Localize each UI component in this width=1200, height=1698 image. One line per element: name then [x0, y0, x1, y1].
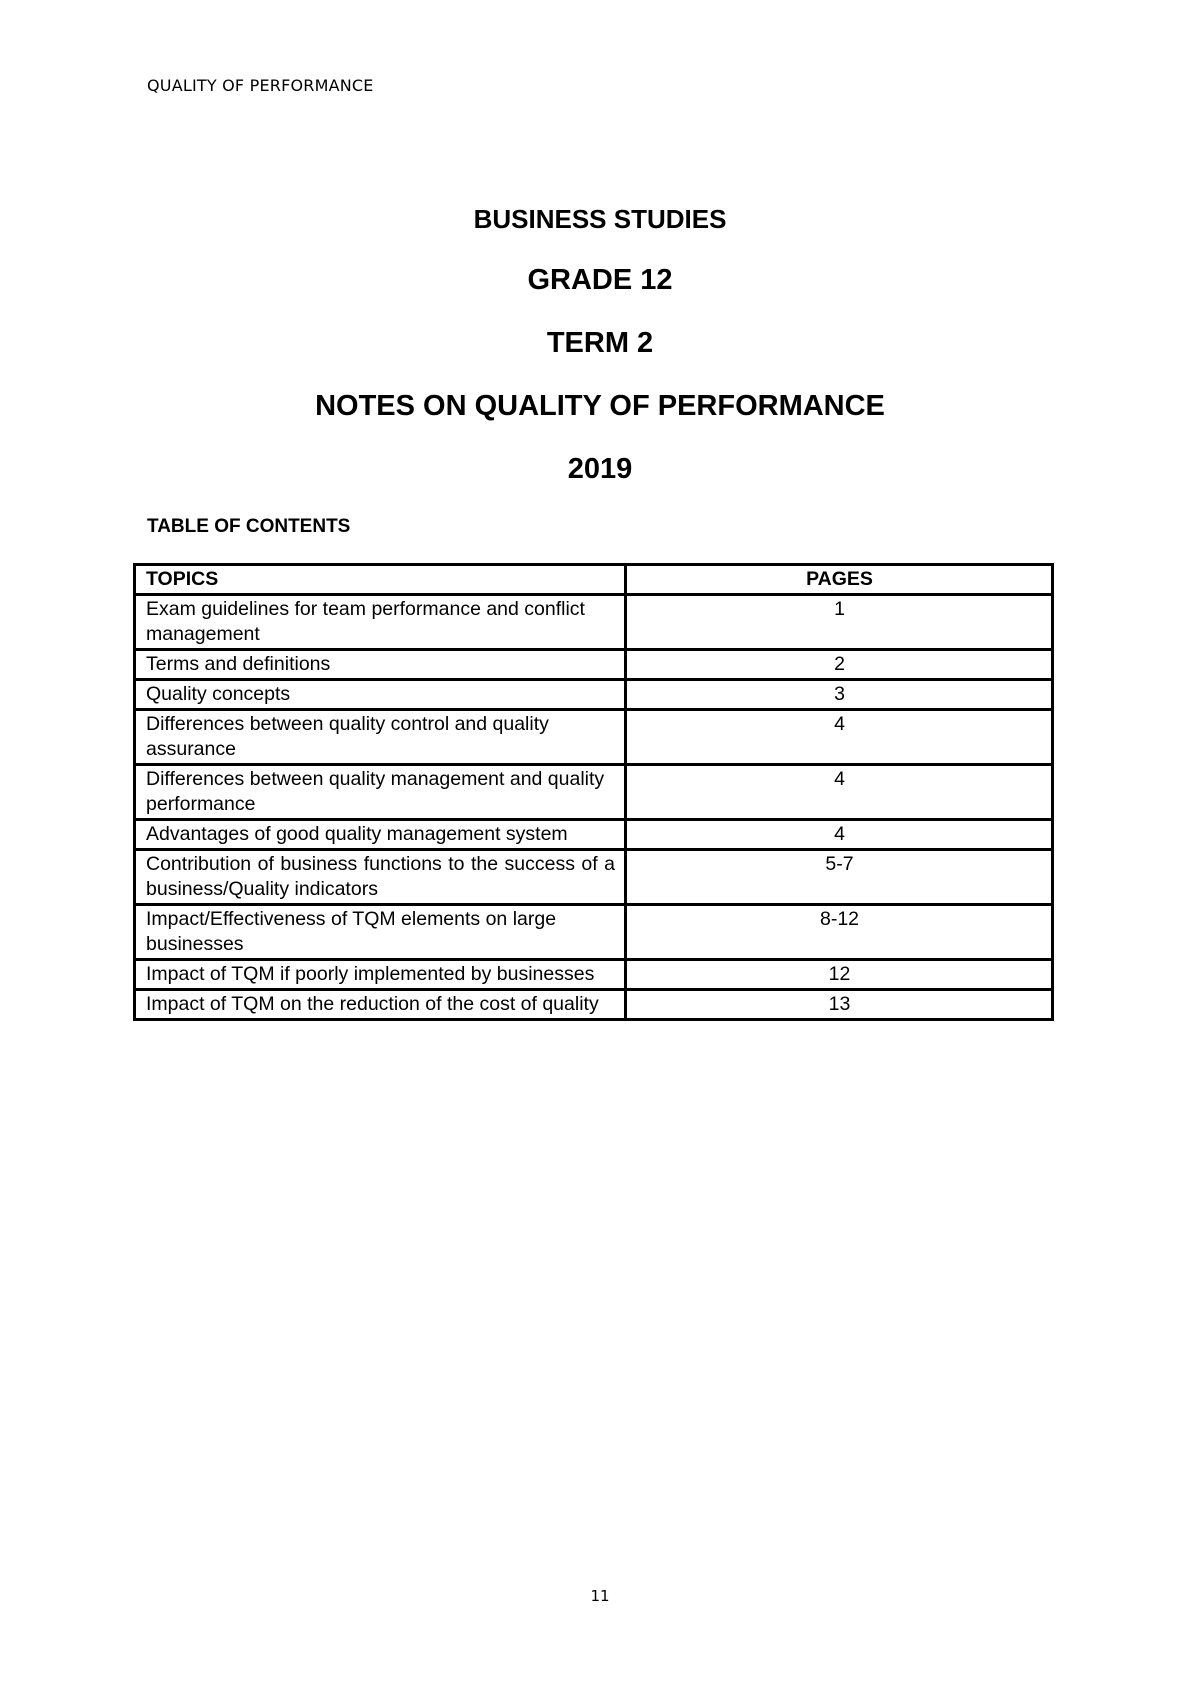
header-topics: TOPICS — [135, 565, 626, 595]
table-row — [135, 960, 1053, 990]
pages-cell: 4 — [626, 710, 1053, 765]
pages-cell: 2 — [626, 650, 1053, 680]
topic-cell: Quality concepts — [135, 680, 626, 710]
topic-cell: Impact/Effectiveness of TQM elements on large businesses — [135, 905, 626, 960]
subject-title: BUSINESS STUDIES — [473, 204, 727, 234]
pages-cell: 4 — [626, 765, 1053, 820]
pages-cell: 8-12 — [626, 905, 1053, 960]
topic-cell: Advantages of good quality management system — [135, 820, 626, 850]
table-row — [135, 765, 1053, 820]
table-row — [135, 650, 1053, 680]
notes-title: NOTES ON QUALITY OF PERFORMANCE — [315, 390, 885, 422]
table-row — [135, 850, 1053, 905]
table-row — [135, 710, 1053, 765]
toc-heading: TABLE OF CONTENTS — [147, 516, 351, 537]
topic-cell: Contribution of business functions to the success of a business/Quality indicators — [135, 850, 626, 905]
pages-cell: 1 — [626, 595, 1053, 650]
page-number: 11 — [590, 1587, 610, 1605]
toc-table — [133, 563, 1054, 1021]
topic-cell: Exam guidelines for team performance and conflict management — [135, 595, 626, 650]
topic-cell: Differences between quality management and quality performance — [135, 765, 626, 820]
header-pages: PAGES — [626, 565, 1053, 595]
year-title: 2019 — [567, 453, 633, 485]
table-row — [135, 990, 1053, 1020]
pages-cell: 12 — [626, 960, 1053, 990]
topic-cell: Impact of TQM on the reduction of the cost of quality — [135, 990, 626, 1020]
pages-cell: 5-7 — [626, 850, 1053, 905]
term-title: TERM 2 — [546, 327, 654, 359]
pages-cell: 13 — [626, 990, 1053, 1020]
pages-cell: 3 — [626, 680, 1053, 710]
running-header: QUALITY OF PERFORMANCE — [147, 76, 374, 95]
grade-title: GRADE 12 — [527, 264, 673, 296]
table-row — [135, 595, 1053, 650]
table-row — [135, 680, 1053, 710]
topic-cell: Terms and definitions — [135, 650, 626, 680]
table-row — [135, 820, 1053, 850]
table-header-row — [135, 565, 1053, 595]
pages-cell: 4 — [626, 820, 1053, 850]
table-row — [135, 905, 1053, 960]
topic-cell: Differences between quality control and quality assurance — [135, 710, 626, 765]
topic-cell: Impact of TQM if poorly implemented by businesses — [135, 960, 626, 990]
